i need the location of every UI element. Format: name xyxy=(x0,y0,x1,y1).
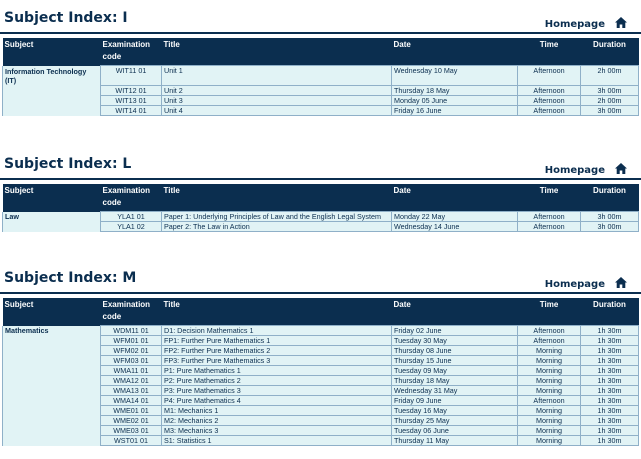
exam-code: WFM01 01 xyxy=(101,336,162,346)
table-row xyxy=(3,212,639,222)
exam-title: M3: Mechanics 3 xyxy=(162,426,392,436)
col-date: Date xyxy=(392,38,518,66)
exam-duration: 3h 00m xyxy=(581,86,639,96)
exam-title: FP3: Further Pure Mathematics 3 xyxy=(162,356,392,366)
exam-date: Thursday 11 May xyxy=(392,436,518,446)
exam-table-i xyxy=(2,38,639,116)
exam-time: Afternoon xyxy=(518,326,581,336)
exam-duration: 1h 30m xyxy=(581,376,639,386)
exam-date: Tuesday 06 June xyxy=(392,426,518,436)
exam-date: Thursday 18 May xyxy=(392,376,518,386)
exam-title: Paper 1: Underlying Principles of Law and the English Legal System xyxy=(162,212,392,222)
exam-duration: 2h 00m xyxy=(581,66,639,86)
exam-title: P3: Pure Mathematics 3 xyxy=(162,386,392,396)
section-l xyxy=(0,150,641,180)
section-header xyxy=(0,150,641,180)
exam-time: Morning xyxy=(518,356,581,366)
section-header xyxy=(0,264,641,294)
col-subject: Subject xyxy=(3,38,101,66)
exam-time: Afternoon xyxy=(518,222,581,232)
exam-date: Thursday 25 May xyxy=(392,416,518,426)
exam-duration: 1h 30m xyxy=(581,396,639,406)
home-icon[interactable] xyxy=(615,163,627,177)
table-header-row xyxy=(3,38,639,66)
exam-time: Afternoon xyxy=(518,396,581,406)
col-exam-code: Examination code xyxy=(101,184,162,212)
homepage-label[interactable]: Homepage xyxy=(544,278,605,290)
exam-duration: 3h 00m xyxy=(581,106,639,116)
exam-title: Unit 3 xyxy=(162,96,392,106)
exam-code: WMA12 01 xyxy=(101,376,162,386)
col-exam-code: Examination code xyxy=(101,298,162,326)
subject-label: Mathematics xyxy=(5,325,49,335)
col-date: Date xyxy=(392,184,518,212)
exam-time: Morning xyxy=(518,366,581,376)
exam-title: P1: Pure Mathematics 1 xyxy=(162,366,392,376)
table-row xyxy=(3,326,639,336)
exam-title: Unit 4 xyxy=(162,106,392,116)
exam-date: Monday 05 June xyxy=(392,96,518,106)
exam-duration: 1h 30m xyxy=(581,406,639,416)
table-header-row xyxy=(3,298,639,326)
exam-title: Unit 2 xyxy=(162,86,392,96)
exam-date: Tuesday 30 May xyxy=(392,336,518,346)
exam-time: Morning xyxy=(518,346,581,356)
exam-code: WME02 01 xyxy=(101,416,162,426)
exam-time: Morning xyxy=(518,436,581,446)
home-icon[interactable] xyxy=(615,17,627,31)
exam-title: FP2: Further Pure Mathematics 2 xyxy=(162,346,392,356)
exam-date: Friday 02 June xyxy=(392,326,518,336)
exam-code: WMA14 01 xyxy=(101,396,162,406)
exam-date: Tuesday 09 May xyxy=(392,366,518,376)
home-icon[interactable] xyxy=(615,277,627,291)
col-title: Title xyxy=(162,298,392,326)
exam-time: Afternoon xyxy=(518,106,581,116)
col-time: Time xyxy=(518,298,581,326)
col-time: Time xyxy=(518,38,581,66)
exam-title: M1: Mechanics 1 xyxy=(162,406,392,416)
exam-time: Afternoon xyxy=(518,66,581,86)
exam-time: Afternoon xyxy=(518,86,581,96)
exam-date: Thursday 18 May xyxy=(392,86,518,96)
col-duration: Duration xyxy=(581,184,639,212)
col-time: Time xyxy=(518,184,581,212)
homepage-link[interactable] xyxy=(545,277,627,291)
exam-date: Wednesday 10 May xyxy=(392,66,518,86)
table-body xyxy=(3,212,639,232)
section-m xyxy=(0,264,641,294)
subject-label: Information Technology (IT) xyxy=(5,66,87,85)
exam-code: WIT13 01 xyxy=(101,96,162,106)
subject-cell xyxy=(3,66,101,116)
table-body xyxy=(3,66,639,116)
col-subject: Subject xyxy=(3,298,101,326)
exam-duration: 1h 30m xyxy=(581,366,639,376)
exam-date: Friday 09 June xyxy=(392,396,518,406)
exam-title: M2: Mechanics 2 xyxy=(162,416,392,426)
exam-date: Monday 22 May xyxy=(392,212,518,222)
section-title: Subject Index: L xyxy=(4,156,132,172)
subject-label: Law xyxy=(5,211,19,221)
exam-table-l xyxy=(2,184,639,232)
exam-code: WST01 01 xyxy=(101,436,162,446)
exam-title: Unit 1 xyxy=(162,66,392,86)
exam-code: WFM02 01 xyxy=(101,346,162,356)
exam-duration: 1h 30m xyxy=(581,356,639,366)
col-subject: Subject xyxy=(3,184,101,212)
exam-code: WIT14 01 xyxy=(101,106,162,116)
section-header xyxy=(0,4,641,34)
subject-cell xyxy=(3,326,101,446)
exam-date: Wednesday 31 May xyxy=(392,386,518,396)
exam-time: Afternoon xyxy=(518,336,581,346)
exam-title: P4: Pure Mathematics 4 xyxy=(162,396,392,406)
section-title: Subject Index: M xyxy=(4,270,137,286)
exam-code: YLA1 01 xyxy=(101,212,162,222)
exam-title: Paper 2: The Law in Action xyxy=(162,222,392,232)
subject-cell xyxy=(3,212,101,232)
col-date: Date xyxy=(392,298,518,326)
exam-code: WDM11 01 xyxy=(101,326,162,336)
homepage-label[interactable]: Homepage xyxy=(544,164,605,176)
exam-code: WIT11 01 xyxy=(101,66,162,86)
exam-title: S1: Statistics 1 xyxy=(162,436,392,446)
homepage-link[interactable] xyxy=(545,163,627,177)
exam-time: Afternoon xyxy=(518,96,581,106)
exam-time: Morning xyxy=(518,416,581,426)
exam-duration: 3h 00m xyxy=(581,212,639,222)
exam-duration: 1h 30m xyxy=(581,326,639,336)
homepage-label[interactable]: Homepage xyxy=(544,18,605,30)
table-row xyxy=(3,66,639,86)
col-title: Title xyxy=(162,184,392,212)
exam-duration: 1h 30m xyxy=(581,416,639,426)
exam-time: Morning xyxy=(518,386,581,396)
col-title: Title xyxy=(162,38,392,66)
exam-title: FP1: Further Pure Mathematics 1 xyxy=(162,336,392,346)
col-duration: Duration xyxy=(581,298,639,326)
exam-code: WIT12 01 xyxy=(101,86,162,96)
col-exam-code: Examination code xyxy=(101,38,162,66)
table-header-row xyxy=(3,184,639,212)
exam-code: WME01 01 xyxy=(101,406,162,416)
exam-code: YLA1 02 xyxy=(101,222,162,232)
exam-code: WMA11 01 xyxy=(101,366,162,376)
section-i xyxy=(0,4,641,34)
exam-duration: 1h 30m xyxy=(581,346,639,356)
homepage-link[interactable] xyxy=(545,17,627,31)
exam-duration: 1h 30m xyxy=(581,436,639,446)
exam-code: WMA13 01 xyxy=(101,386,162,396)
exam-time: Morning xyxy=(518,376,581,386)
col-duration: Duration xyxy=(581,38,639,66)
exam-duration: 1h 30m xyxy=(581,426,639,436)
exam-time: Afternoon xyxy=(518,212,581,222)
exam-duration: 1h 30m xyxy=(581,336,639,346)
exam-code: WFM03 01 xyxy=(101,356,162,366)
exam-duration: 1h 30m xyxy=(581,386,639,396)
exam-duration: 2h 00m xyxy=(581,96,639,106)
exam-code: WME03 01 xyxy=(101,426,162,436)
exam-title: P2: Pure Mathematics 2 xyxy=(162,376,392,386)
exam-date: Thursday 15 June xyxy=(392,356,518,366)
exam-title: D1: Decision Mathematics 1 xyxy=(162,326,392,336)
table-body xyxy=(3,326,639,446)
exam-time: Morning xyxy=(518,406,581,416)
exam-date: Wednesday 14 June xyxy=(392,222,518,232)
section-title: Subject Index: I xyxy=(4,10,128,26)
exam-date: Thursday 08 June xyxy=(392,346,518,356)
exam-duration: 3h 00m xyxy=(581,222,639,232)
exam-date: Tuesday 16 May xyxy=(392,406,518,416)
exam-time: Morning xyxy=(518,426,581,436)
exam-table-m xyxy=(2,298,639,446)
exam-date: Friday 16 June xyxy=(392,106,518,116)
